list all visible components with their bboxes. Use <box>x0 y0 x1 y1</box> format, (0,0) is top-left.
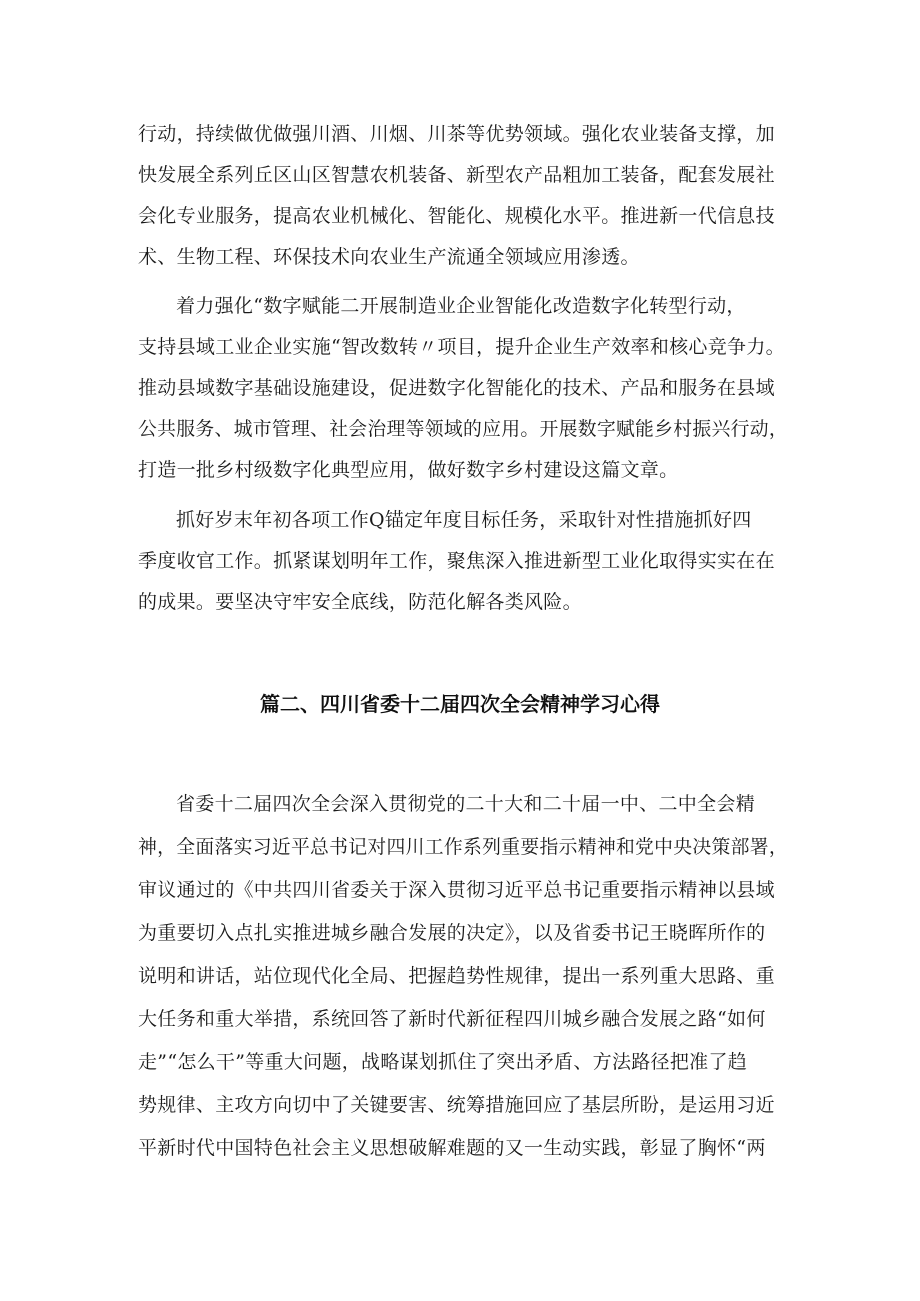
paragraph-line: 平新时代中国特色社会主义思想破解难题的又一生动实践，彰显了胸怀“两 <box>138 1137 766 1159</box>
paragraph-line: 走”“怎么干”等重大问题，战略谋划抓住了突出矛盾、方法路径把准了趋 <box>138 1051 748 1073</box>
paragraph-line: 术、生物工程、环保技术向农业生产流通全领域应用渗透。 <box>138 246 640 268</box>
paragraph-line: 快发展全系列丘区山区智慧农机装备、新型农产品粗加工装备，配套发展社 <box>138 164 775 186</box>
paragraph-line: 势规律、主攻方向切中了关键要害、统筹措施回应了基层所盼，是运用习近 <box>138 1094 775 1116</box>
paragraph-line: 公共服务、城市管理、社会治理等领域的应用。开展数字赋能乡村振兴行动， <box>138 418 788 440</box>
paragraph-line: 审议通过的《中共四川省委关于深入贯彻习近平总书记重要指示精神以县域 <box>138 879 775 901</box>
paragraph-line: 神，全面落实习近平总书记对四川工作系列重要指示精神和党中央决策部署， <box>138 836 788 858</box>
paragraph-line: 抓好岁末年初各项工作Q锚定年度目标任务，采取针对性措施抓好四 <box>176 509 752 531</box>
paragraph-line: 的成果。要坚决守牢安全底线，防范化解各类风险。 <box>138 591 582 613</box>
paragraph-line: 省委十二届四次全会深入贯彻党的二十大和二十届一中、二中全会精 <box>176 793 756 815</box>
paragraph-line: 行动，持续做优做强川酒、川烟、川茶等优势领域。强化农业装备支撑，加 <box>138 123 775 145</box>
paragraph-line: 打造一批乡村级数字化典型应用，做好数字乡村建设这篇文章。 <box>138 459 679 481</box>
paragraph-line: 为重要切入点扎实推进城乡融合发展的决定》，以及省委书记王晓晖所作的 <box>138 922 766 944</box>
paragraph-line: 大任务和重大举措，系统回答了新时代新征程四川城乡融合发展之路“如何 <box>138 1008 766 1030</box>
paragraph-line: 季度收官工作。抓紧谋划明年工作，聚焦深入推进新型工业化取得实实在在 <box>138 550 775 572</box>
paragraph-line: 着力强化“数字赋能二开展制造业企业智能化改造数字化转型行动， <box>176 295 746 317</box>
paragraph-line: 推动县域数字基础设施建设，促进数字化智能化的技术、产品和服务在县域 <box>138 377 775 399</box>
section-title: 篇二、四川省委十二届四次全会精神学习心得 <box>260 692 660 716</box>
paragraph-line: 支持县域工业企业实施“智改数转〃项目，提升企业生产效率和核心竞争力。 <box>138 336 785 358</box>
paragraph-line: 会化专业服务，提高农业机械化、智能化、规模化水平。推进新一代信息技 <box>138 205 775 227</box>
paragraph-line: 说明和讲话，站位现代化全局、把握趋势性规律，提出一系列重大思路、重 <box>138 965 775 987</box>
